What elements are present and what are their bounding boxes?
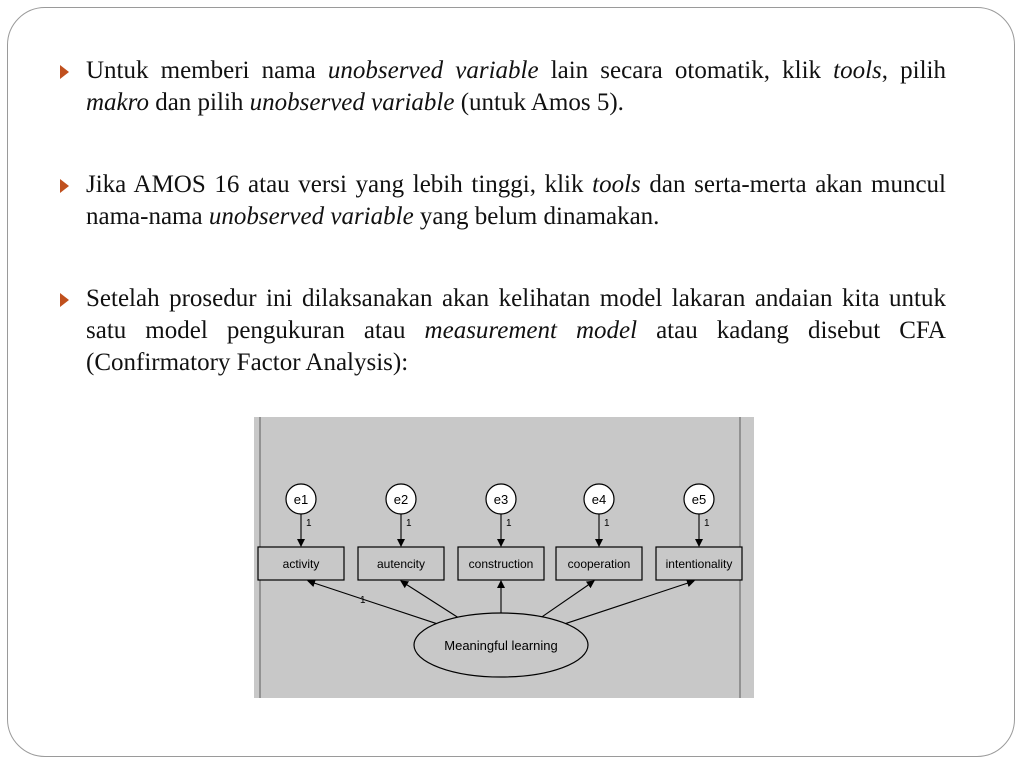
bullet-item [58,169,946,233]
bullet-text [86,171,946,230]
observed-variable-label: autencity [376,557,426,571]
text-run: atau kadang disebut CFA (Confirmatory Factor Analysis): [86,317,946,376]
error-weight-label: 1 [506,518,512,529]
observed-variable-label: intentionality [665,557,733,571]
observed-variable-label: cooperation [567,557,631,571]
text-run: dan serta-merta akan muncul nama-nama [86,171,947,230]
italic-term: unobserved variable [208,203,414,230]
triangle-bullet-icon [60,293,69,307]
observed-variable-label: activity [282,557,320,571]
error-term-label: e4 [591,492,607,507]
latent-factor-label: Meaningful learning [444,638,558,653]
text-run: lain secara otomatik, klik [538,57,834,84]
italic-term: tools [833,57,882,84]
bullet-item [58,55,946,119]
italic-term: makro [86,89,149,116]
text-run: Untuk memberi nama [86,57,328,84]
bullet-text [86,57,946,116]
error-term-label: e2 [393,492,409,507]
text-run: Jika AMOS 16 atau versi yang lebih tinggi, klik [86,171,593,198]
text-run: Setelah prosedur ini dilaksanakan akan kelihatan model lakaran andaian kita untuk satu model pengukuran atau [86,285,946,344]
error-weight-label: 1 [406,518,412,529]
cfa-diagram [254,417,754,698]
text-run: yang belum dinamakan. [413,203,660,230]
error-weight-label: 1 [306,518,312,529]
italic-term: tools [592,171,641,198]
observed-variable-label: construction [468,557,534,571]
bullet-text [86,285,946,376]
triangle-bullet-icon [60,179,69,193]
text-run: dan pilih [148,89,250,116]
error-term-label: e3 [493,492,509,507]
error-term-label: e5 [691,492,707,507]
triangle-bullet-icon [60,65,69,79]
error-weight-label: 1 [704,518,710,529]
text-run: (untuk Amos 5). [454,89,624,116]
bullet-item [58,283,946,379]
italic-term: unobserved variable [249,89,455,116]
italic-term: unobserved variable [327,57,539,84]
italic-term: measurement model [424,317,638,344]
bullet-list [58,55,946,429]
text-run: , pilih [881,57,946,84]
error-term-label: e1 [293,492,309,507]
error-weight-label: 1 [604,518,610,529]
cfa-diagram-screenshot [254,417,754,698]
fixed-loading-label: 1 [360,595,366,606]
